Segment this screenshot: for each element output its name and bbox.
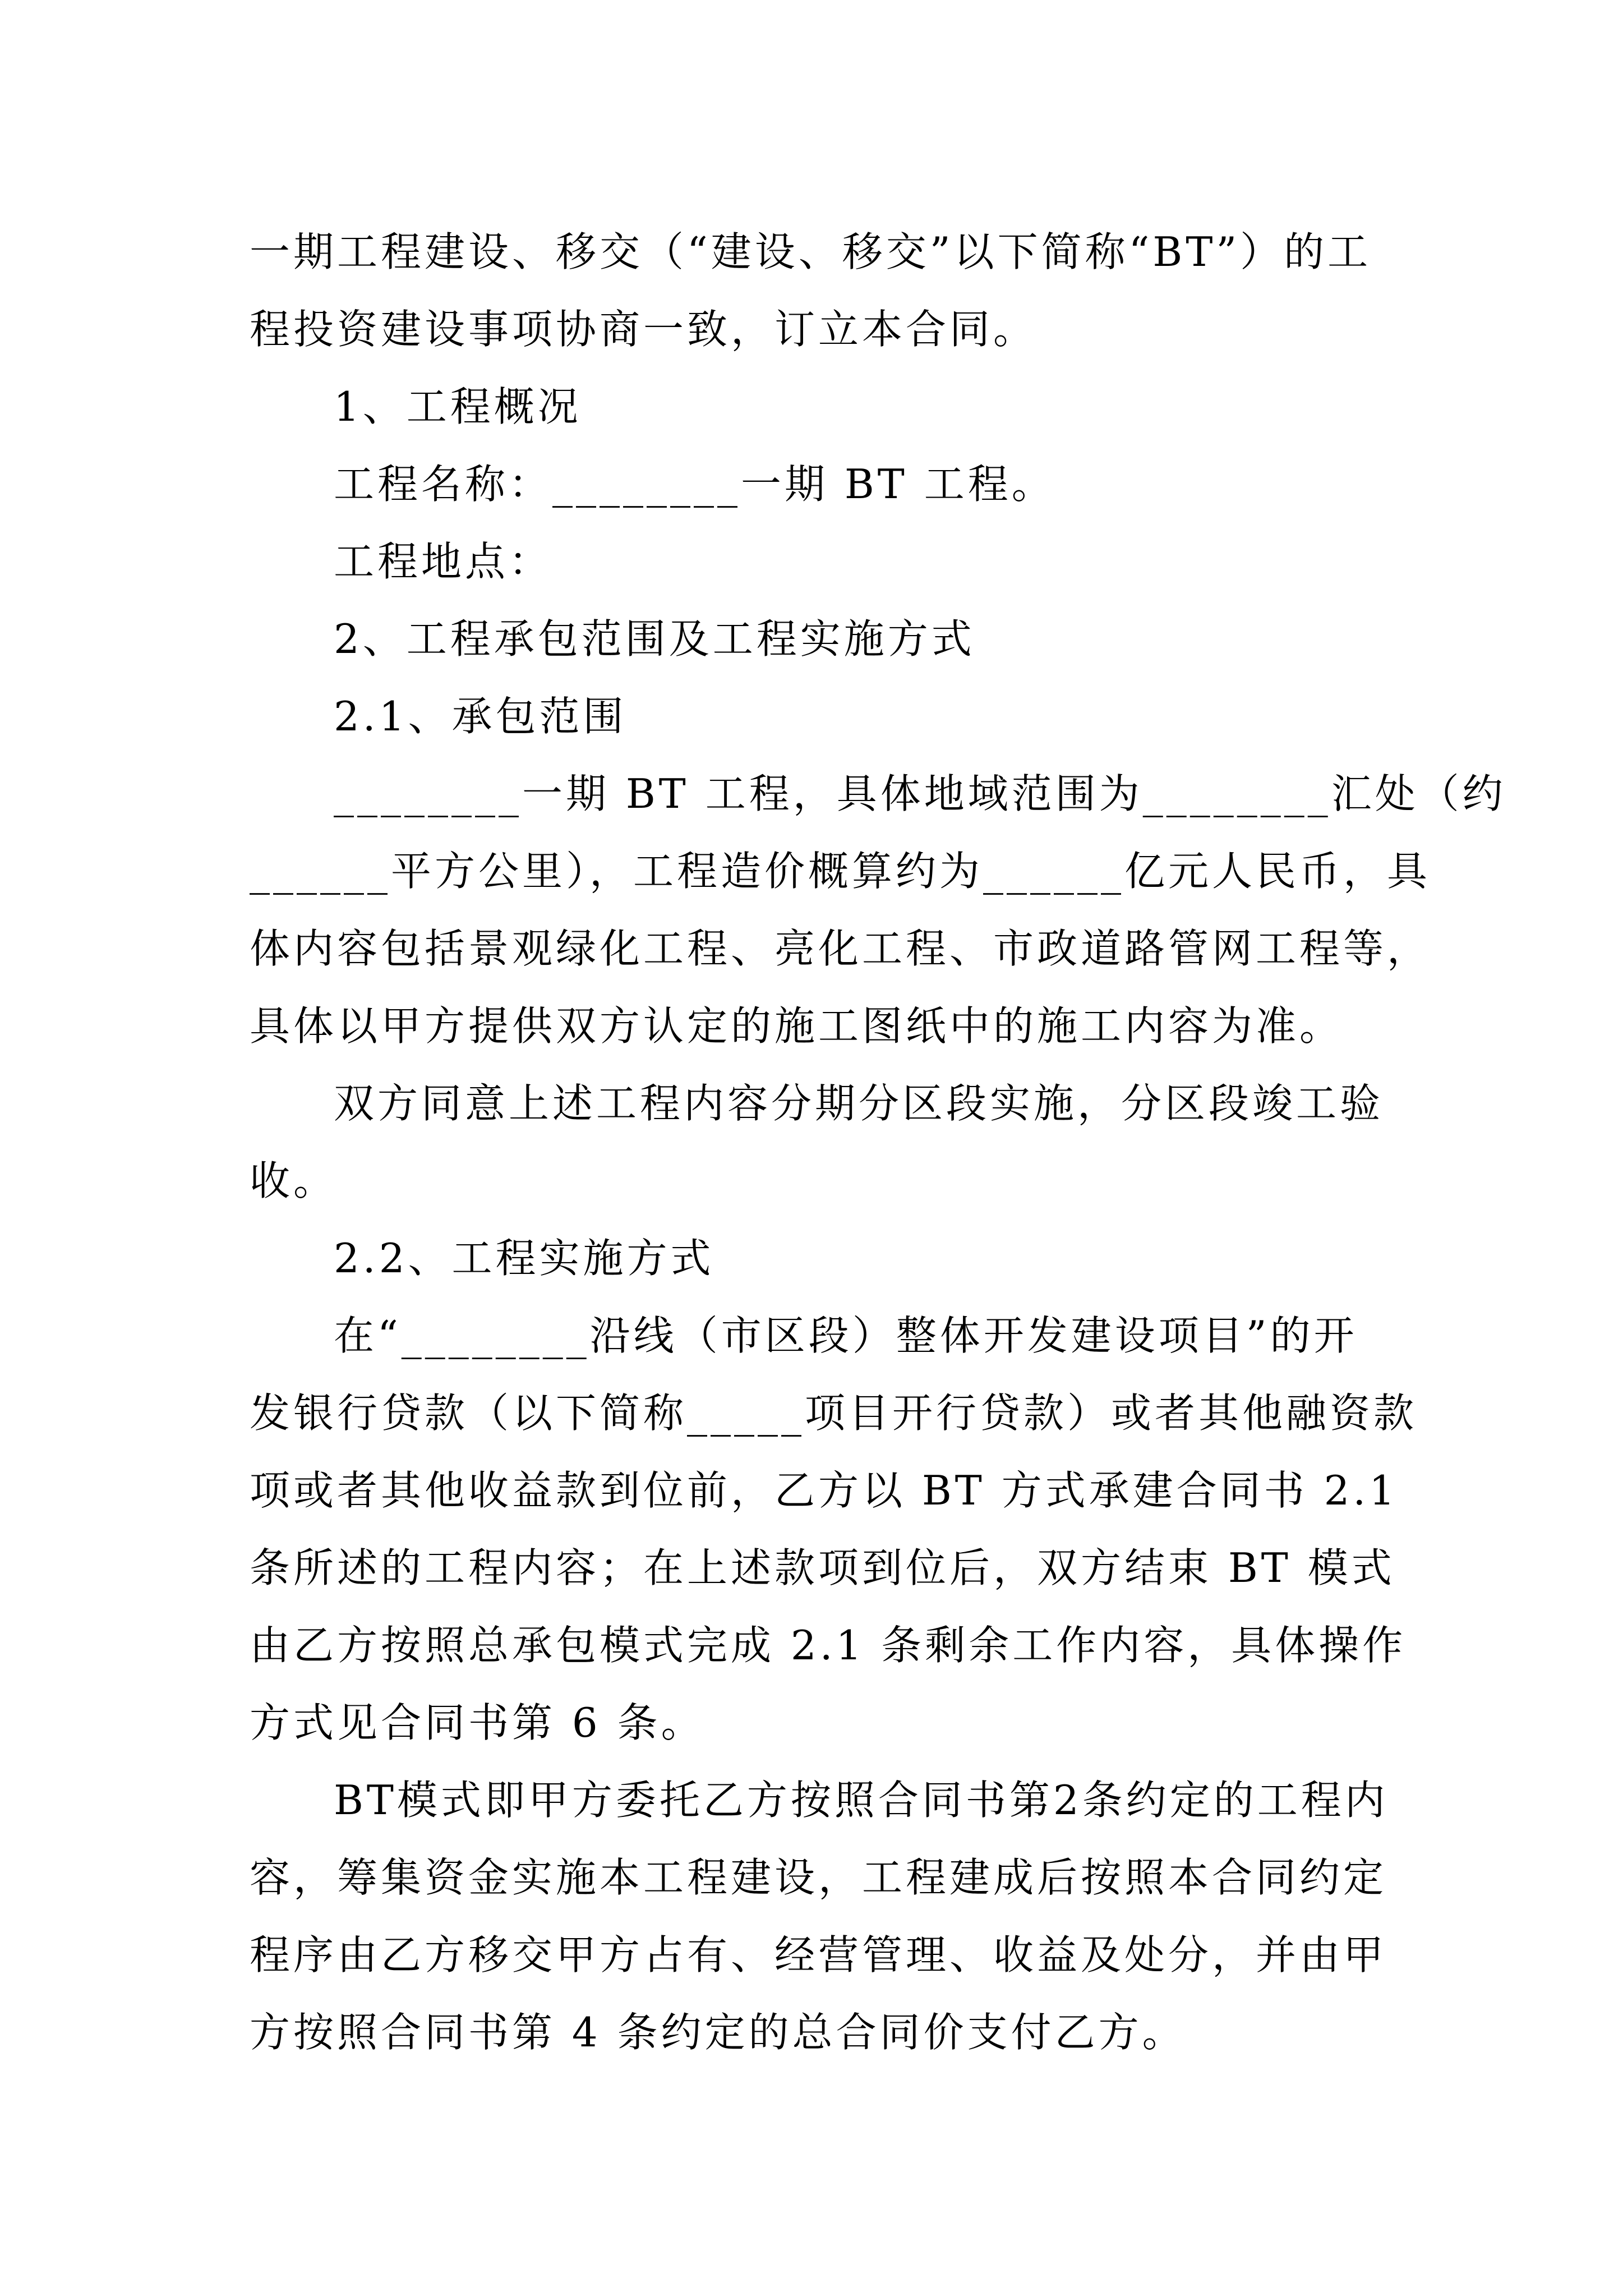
paragraph-line: 双方同意上述工程内容分期分区段实施，分区段竣工验	[334, 1080, 1384, 1127]
paragraph-line: ______平方公里），工程造价概算约为______亿元人民币，具	[250, 848, 1431, 895]
subsection-heading: 2.1、承包范围	[334, 693, 627, 740]
subsection-heading: 2.2、工程实施方式	[334, 1235, 714, 1282]
paragraph-line: ________一期 BT 工程，具体地域范围为________汇处（约	[334, 770, 1506, 817]
paragraph-line: 一期工程建设、移交（“建设、移交”以下简称“BT”）的工	[250, 228, 1372, 275]
paragraph-line: 容，筹集资金实施本工程建设，工程建成后按照本合同约定	[250, 1854, 1387, 1901]
paragraph-line: 收。	[250, 1157, 338, 1204]
paragraph-line: 项或者其他收益款到位前，乙方以 BT 方式承建合同书 2.1	[250, 1467, 1399, 1514]
paragraph-line: BT模式即甲方委托乙方按照合同书第2条约定的工程内	[334, 1777, 1389, 1824]
paragraph-line: 工程地点：	[334, 538, 553, 585]
section-heading: 1、工程概况	[334, 383, 582, 430]
paragraph-line: 程序由乙方移交甲方占有、经营管理、收益及处分，并由甲	[250, 1931, 1387, 1978]
document-body	[250, 213, 1506, 2071]
paragraph-line: 发银行贷款（以下简称_____项目开行贷款）或者其他融资款	[250, 1389, 1418, 1437]
paragraph-line: 方式见合同书第 6 条。	[250, 1699, 705, 1746]
paragraph-line: 在“________沿线（市区段）整体开发建设项目”的开	[334, 1312, 1358, 1359]
paragraph-line: 由乙方按照总承包模式完成 2.1 条剩余工作内容，具体操作	[250, 1622, 1407, 1669]
section-heading: 2、工程承包范围及工程实施方式	[334, 615, 975, 662]
paragraph-line: 程投资建设事项协商一致，订立本合同。	[250, 306, 1038, 353]
paragraph-line: 体内容包括景观绿化工程、亮化工程、市政道路管网工程等，	[250, 925, 1431, 972]
paragraph-line: 具体以甲方提供双方认定的施工图纸中的施工内容为准。	[250, 1002, 1344, 1050]
paragraph-line: 条所述的工程内容；在上述款项到位后，双方结束 BT 模式	[250, 1544, 1395, 1591]
paragraph-line: 工程名称：________一期 BT 工程。	[334, 461, 1055, 508]
paragraph-line: 方按照合同书第 4 条约定的总合同价支付乙方。	[250, 2009, 1186, 2056]
